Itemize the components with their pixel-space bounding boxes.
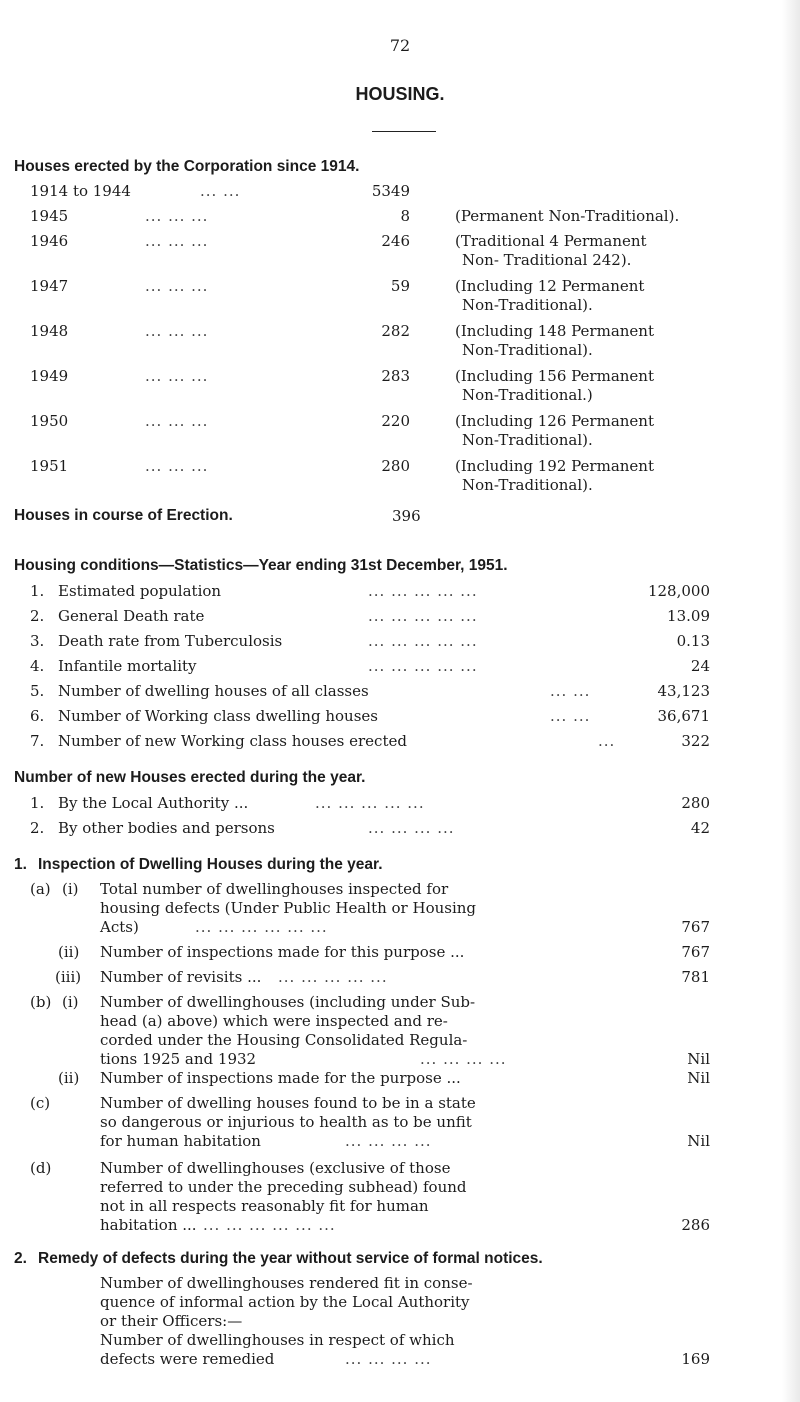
house-note-cont: Non-Traditional). — [462, 476, 593, 494]
subitem-text: Total number of dwellinghouses inspected for — [100, 880, 449, 898]
remedy-text: or their Officers:— — [100, 1312, 243, 1330]
house-note: (Including 156 Permanent — [455, 367, 654, 385]
subitem-value: 781 — [681, 968, 710, 986]
subitem-value: Nil — [687, 1069, 710, 1087]
house-note: (Including 148 Permanent — [455, 322, 654, 340]
house-count: 59 — [390, 277, 410, 295]
item-number: 7. — [30, 732, 45, 750]
subitem-label: (i) — [62, 993, 79, 1011]
year-label: 1949 — [30, 367, 69, 385]
item-label: Number of dwelling houses of all classes — [58, 682, 369, 700]
leader-dots: ... ... ... — [145, 367, 209, 385]
year-label: 1950 — [30, 412, 69, 430]
house-count: 282 — [381, 322, 410, 340]
house-count: 283 — [381, 367, 410, 385]
subitem-text: head (a) above) which were inspected and re- — [100, 1012, 448, 1030]
item-number: 6. — [30, 707, 45, 725]
item-label: General Death rate — [58, 607, 205, 625]
leader-dots: ... ... ... ... ... ... — [195, 918, 328, 936]
leader-dots: ... ... ... — [145, 232, 209, 250]
new-houses-heading: Number of new Houses erected during the year. — [14, 769, 366, 786]
subhead-label: (d) — [30, 1159, 52, 1177]
year-label: 1945 — [30, 207, 69, 225]
year-label: 1946 — [30, 232, 69, 250]
leader-dots: ... ... — [200, 182, 241, 200]
house-note-cont: Non-Traditional.) — [462, 386, 593, 404]
item-label: By the Local Authority ... — [58, 794, 249, 812]
inspection-heading-number: 1. — [14, 856, 27, 873]
subitem-value: 767 — [681, 918, 710, 936]
item-number: 2. — [30, 607, 45, 625]
subitem-label: (i) — [62, 880, 79, 898]
item-number: 2. — [30, 819, 45, 837]
house-note-cont: Non- Traditional 242). — [462, 251, 632, 269]
house-note-cont: Non-Traditional). — [462, 431, 593, 449]
leader-dots: ... ... ... ... ... — [315, 794, 425, 812]
leader-dots: ... ... ... ... — [345, 1350, 432, 1368]
item-number: 1. — [30, 582, 45, 600]
subitem-text: corded under the Housing Consolidated Regula- — [100, 1031, 468, 1049]
leader-dots: ... ... — [550, 707, 591, 725]
house-count: 246 — [381, 232, 410, 250]
subitem-text: Number of revisits ... — [100, 968, 262, 986]
remedy-text: quence of informal action by the Local Authority — [100, 1293, 470, 1311]
subitem-label: (ii) — [58, 1069, 80, 1087]
subhead-label: (a) — [30, 880, 51, 898]
item-label: Number of Working class dwelling houses — [58, 707, 378, 725]
subitem-text: Number of inspections made for this purpose ... — [100, 943, 465, 961]
houses-erected-heading: Houses erected by the Corporation since 1914. — [14, 158, 360, 175]
leader-dots: ... ... ... — [145, 457, 209, 475]
remedy-text: defects were remedied — [100, 1350, 275, 1368]
item-number: 4. — [30, 657, 45, 675]
item-label: Infantile mortality — [58, 657, 197, 675]
subhead-label: (b) — [30, 993, 52, 1011]
subitem-text: Number of inspections made for the purpose ... — [100, 1069, 461, 1087]
house-count: 220 — [381, 412, 410, 430]
item-value: 322 — [681, 732, 710, 750]
leader-dots: ... ... ... ... — [420, 1050, 507, 1068]
year-label: 1914 to 1944 — [30, 182, 131, 200]
title-divider — [372, 131, 436, 132]
remedy-heading-number: 2. — [14, 1250, 27, 1267]
subitem-text: not in all respects reasonably fit for human — [100, 1197, 429, 1215]
leader-dots: ... ... ... — [145, 277, 209, 295]
remedy-text: Number of dwellinghouses rendered fit in conse- — [100, 1274, 473, 1292]
house-note-cont: Non-Traditional). — [462, 296, 593, 314]
house-count: 8 — [400, 207, 410, 225]
page-number: 72 — [389, 36, 411, 55]
item-number: 1. — [30, 794, 45, 812]
year-label: 1947 — [30, 277, 69, 295]
inspection-heading: Inspection of Dwelling Houses during the year. — [38, 856, 383, 873]
remedy-text: Number of dwellinghouses in respect of which — [100, 1331, 455, 1349]
item-value: 13.09 — [667, 607, 710, 625]
item-value: 43,123 — [657, 682, 710, 700]
item-value: 36,671 — [657, 707, 710, 725]
leader-dots: ... ... ... — [145, 322, 209, 340]
remedy-value: 169 — [681, 1350, 710, 1368]
leader-dots: ... ... ... — [145, 207, 209, 225]
leader-dots: ... ... ... ... ... — [368, 657, 478, 675]
subitem-text: so dangerous or injurious to health as to be unfit — [100, 1113, 472, 1131]
housing-conditions-heading: Housing conditions—Statistics—Year ending 31st December, 1951. — [14, 557, 508, 574]
leader-dots: ... ... ... ... ... — [368, 582, 478, 600]
leader-dots: ... ... ... ... ... — [368, 632, 478, 650]
leader-dots: ... ... ... ... ... ... — [203, 1216, 336, 1234]
leader-dots: ... ... ... — [145, 412, 209, 430]
subhead-label: (c) — [30, 1094, 51, 1112]
house-note: (Including 192 Permanent — [455, 457, 654, 475]
item-value: 0.13 — [676, 632, 710, 650]
subitem-label: (ii) — [58, 943, 80, 961]
subitem-label: (iii) — [55, 968, 82, 986]
item-label: By other bodies and persons — [58, 819, 275, 837]
subitem-value: Nil — [687, 1132, 710, 1150]
house-note: (Traditional 4 Permanent — [455, 232, 647, 250]
leader-dots: ... ... ... ... ... — [278, 968, 388, 986]
item-label: Number of new Working class houses erected — [58, 732, 407, 750]
item-value: 42 — [690, 819, 710, 837]
remedy-heading: Remedy of defects during the year without service of formal notices. — [38, 1250, 543, 1267]
year-label: 1951 — [30, 457, 69, 475]
house-count: 5349 — [371, 182, 410, 200]
houses-in-course-label: Houses in course of Erection. — [14, 507, 233, 524]
item-value: 128,000 — [647, 582, 710, 600]
subitem-text: Acts) — [100, 918, 139, 936]
page-edge-shadow — [782, 0, 800, 1402]
subitem-text: Number of dwelling houses found to be in a state — [100, 1094, 476, 1112]
houses-in-course-value: 396 — [392, 507, 421, 525]
item-label: Death rate from Tuberculosis — [58, 632, 283, 650]
subitem-text: Number of dwellinghouses (exclusive of those — [100, 1159, 451, 1177]
subitem-text: referred to under the preceding subhead) found — [100, 1178, 467, 1196]
subitem-text: tions 1925 and 1932 — [100, 1050, 257, 1068]
house-note: (Including 12 Permanent — [455, 277, 645, 295]
subitem-value: Nil — [687, 1050, 710, 1068]
subitem-value: 767 — [681, 943, 710, 961]
leader-dots: ... ... ... ... — [368, 819, 455, 837]
house-count: 280 — [381, 457, 410, 475]
item-number: 3. — [30, 632, 45, 650]
item-number: 5. — [30, 682, 45, 700]
house-note: (Including 126 Permanent — [455, 412, 654, 430]
house-note-cont: Non-Traditional). — [462, 341, 593, 359]
leader-dots: ... ... ... ... — [345, 1132, 432, 1150]
item-value: 280 — [681, 794, 710, 812]
subitem-text: habitation ... — [100, 1216, 197, 1234]
leader-dots: ... ... — [550, 682, 591, 700]
subitem-text: for human habitation — [100, 1132, 261, 1150]
page-title: HOUSING. — [355, 84, 445, 104]
subitem-text: housing defects (Under Public Health or Housing — [100, 899, 477, 917]
item-label: Estimated population — [58, 582, 222, 600]
leader-dots: ... ... ... ... ... — [368, 607, 478, 625]
subitem-text: Number of dwellinghouses (including under Sub- — [100, 993, 476, 1011]
year-label: 1948 — [30, 322, 69, 340]
subitem-value: 286 — [681, 1216, 710, 1234]
leader-dots: ... — [598, 732, 616, 750]
item-value: 24 — [690, 657, 710, 675]
house-note: (Permanent Non-Traditional). — [455, 207, 680, 225]
